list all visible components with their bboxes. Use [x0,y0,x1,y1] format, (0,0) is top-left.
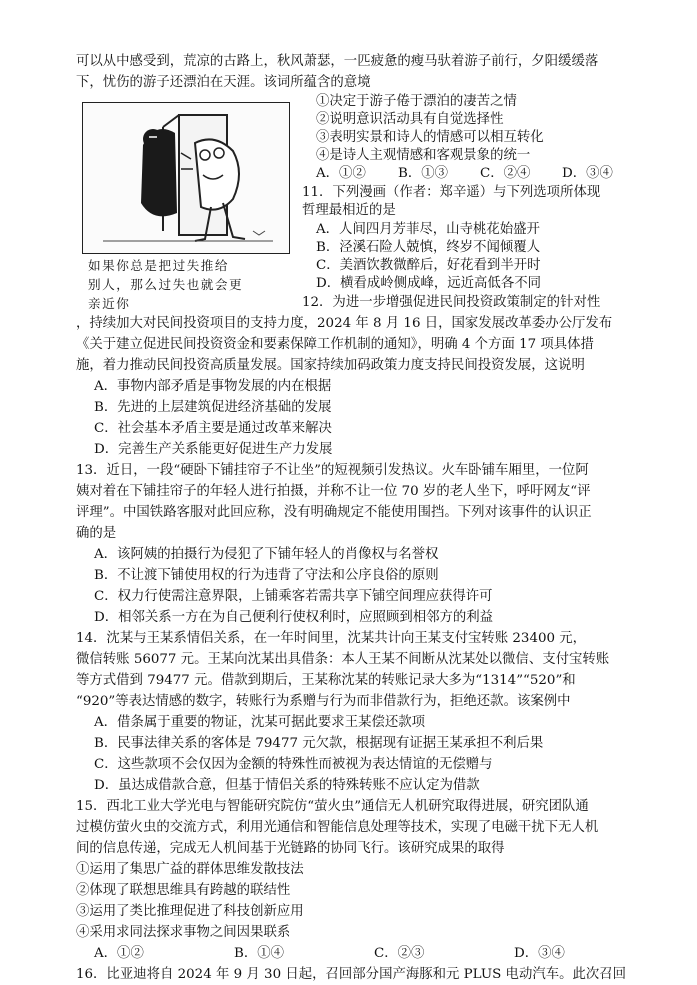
caption-line: 亲近你 [88,296,131,311]
q12-stem: 施，着力推动民间投资高质量发展。国家持续加码政策力度支持民间投资发展，这说明 [76,358,585,373]
q11-choice: B．泾溪石险人兢慎，终岁不闻倾覆人 [316,240,541,255]
q15-option: ①运用了集思广益的群体思维发散技法 [76,862,304,877]
q10-option: ②说明意识活动具有自觉选择性 [316,112,504,127]
intro-line: 下，忧伤的游子还漂泊在天涯。该词所蕴含的意境 [76,75,371,90]
q10-option: ③表明实景和诗人的情感可以相互转化 [316,130,544,145]
q10-choice-d: D．③④ [562,166,613,181]
q15-choice-a: A．①② [94,946,144,961]
q15-stem: 间的信息传递，完成无人机间基于光链路的协同飞行。该研究成果的取得 [76,841,505,856]
q12-stem: 12．为进一步增强促进民间投资政策制定的针对性 [302,295,601,310]
q12-choice: C．社会基本矛盾主要是通过改革来解决 [94,421,332,436]
q15-option: ④采用求同法探求事物之间因果联系 [76,925,291,940]
q13-choice: D．相邻关系一方在为自己便利行使权利时，应照顾到相邻方的利益 [94,610,494,625]
q11-stem: 11．下列漫画（作者：郑辛遥）与下列选项所体现 [302,185,601,200]
q11-choice: C．美酒饮教微醉后，好花看到半开时 [316,258,541,273]
q15-stem: 过模仿萤火虫的交流方式，利用光通信和智能信息处理等技术，实现了电磁干扰下无人机 [76,820,599,835]
q14-choice: B．民事法律关系的客体是 79477 元欠款，根据现有证据王某承担不利后果 [94,736,544,751]
cartoon-caption [88,256,288,313]
q10-choices [316,164,613,184]
q12-stem: 《关于建立促进民间投资资金和要素保障工作机制的通知》，明确 4 个方面 17 项具体措 [76,337,594,352]
q11-stem: 哲理最相近的是 [302,203,396,218]
q13-stem: 评理”。中国铁路客服对此回应称，没有明确规定不能使用围挡。下列对该事件的认识正 [76,505,592,520]
q14-choice: A．借条属于重要的物证，沈某可据此要求王某偿还款项 [94,715,426,730]
q10-option: ④是诗人主观情感和客观景象的统一 [316,148,531,163]
q14-stem: 微信转账 56077 元。王某向沈某出具借条：本人王某不间断从沈某处以微信、支付宝转账 [76,652,610,667]
q12-choice: B．先进的上层建筑促进经济基础的发展 [94,400,332,415]
q14-choice: D．虽达成借款合意，但基于情侣关系的特殊转账不应认定为借款 [94,778,480,793]
q15-choice-c: C．②③ [374,946,425,961]
q15-choice-b: B．①④ [234,946,285,961]
q10-choice-b: B．①③ [398,166,449,181]
q15-option: ③运用了类比推理促进了科技创新应用 [76,904,304,919]
q14-choice: C．这些款项不会仅因为金额的特殊性而被视为表达情谊的无偿赠与 [94,757,493,772]
q15-option: ②体现了联想思维具有跨越的联结性 [76,883,291,898]
q13-stem: 姨对着在下铺挂帘子的年轻人进行拍摄，并称不让一位 70 岁的老人坐下，呼吁网友“评 [76,484,591,499]
q13-stem: 确的是 [76,526,117,541]
q10-choice-c: C．②④ [480,166,531,181]
intro-line: 可以从中感受到，荒凉的古路上，秋风萧瑟，一匹疲惫的瘦马驮着游子前行，夕阳缓缓落 [76,54,599,69]
q10-option: ①决定于游子倦于漂泊的凄苦之情 [316,94,517,109]
q14-stem: 等方式借到 79477 元。借款到期后，王某称沈某的转账记录大多为“1314”“520”和 [76,673,576,688]
caption-line: 如果你总是把过失推给 [88,258,229,273]
q15-choice-d: D．③④ [514,946,565,961]
q14-stem: “920”等表达情感的数字，转账行为系赠与行为而非借款行为，拒绝还款。该案例中 [76,694,571,709]
q12-stem: ，持续加大对民间投资项目的支持力度，2024 年 8 月 16 日，国家发展改革委办公厅发布 [76,316,613,331]
q14-stem: 14．沈某与王某系情侣关系，在一年时间里，沈某共计向王某支付宝转账 23400 元， [76,631,587,646]
q15-stem: 15．西北工业大学光电与智能研究院仿“萤火虫”通信无人机研究取得进展，研究团队通 [76,799,589,814]
q12-choice: A．事物内部矛盾是事物发展的内在根据 [94,379,332,394]
q10-choice-a: A．①② [316,166,366,181]
caption-line: 别人，那么过失也就会更 [88,277,244,292]
q13-choice: C．权力行使需注意界限，上铺乘客若需共享下铺空间理应获得许可 [94,589,493,604]
q13-choice: A．该阿姨的拍摄行为侵犯了下铺年轻人的肖像权与名誉权 [94,547,439,562]
q13-choice: B．不让渡下铺使用权的行为违背了守法和公序良俗的原则 [94,568,439,583]
q11-choice: A．人间四月芳菲尽，山寺桃花始盛开 [316,222,540,237]
q16-stem: 16．比亚迪将自 2024 年 9 月 30 日起，召回部分国产海豚和元 PLUS 电动汽车。此次召回 [76,967,627,982]
q12-choice: D．完善生产关系能更好促进生产力发展 [94,442,333,457]
q15-choices [94,944,565,964]
cartoon-illustration [82,102,290,254]
cartoon-drawing [83,103,289,253]
q11-choice: D．横看成岭侧成峰，远近高低各不同 [316,276,541,291]
q13-stem: 13．近日，一段“硬卧下铺挂帘子不让坐”的短视频引发热议。火车卧铺车厢里，一位阿 [76,463,589,478]
